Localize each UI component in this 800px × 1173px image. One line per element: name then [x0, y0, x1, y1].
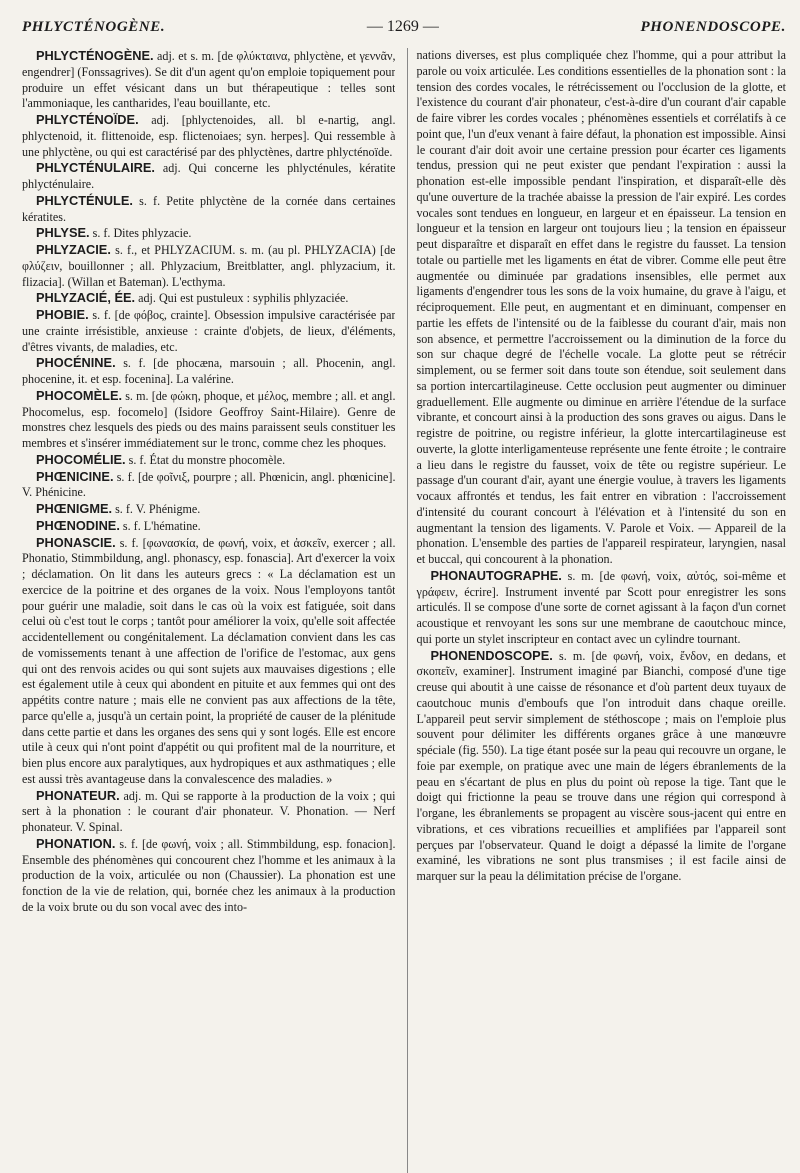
- dictionary-entry: [22, 836, 395, 916]
- entry-headword: PHLYCTÉNULE.: [36, 192, 133, 208]
- dictionary-entry: [416, 568, 786, 648]
- entry-definition: s. f., et PHLYZACIUM. s. m. (au pl. PHLYZACIA) [de φλύζειν, bouillonner ; all. Phlyzacium, Breitblatter, angl. phlyzacium, it. flizacia]. (Willan et Bateman). L'ecthyma.: [22, 243, 396, 289]
- dictionary-entry: [22, 193, 395, 226]
- entry-definition: s. f. Dites phlyzacie.: [89, 226, 192, 241]
- entry-definition: s. f. [de φοῖνιξ, pourpre ; all. Phœnicin, angl. phœnicine]. V. Phénicine.: [22, 469, 396, 500]
- left-column: [22, 48, 395, 1173]
- entry-definition: s. f. [de phocæna, marsouin ; all. Phocenin, angl. phocenine, it. et esp. focenina]. La valérine.: [22, 356, 396, 386]
- entry-headword: PHŒNICINE.: [36, 468, 114, 484]
- dictionary-entry: [416, 648, 786, 885]
- entry-definition: s. m. [de φώκη, phoque, et μέλος, membre ; all. et angl. Phocomelus, esp. focomelo] (Isidore Geoffroy Saint-Hilaire). Genre de monstres chez lesquels des pieds ou des mains paraissent seuls constituer les membres et s'insérer immédiatement sur le tronc, comme chez les phoques.: [22, 388, 396, 450]
- dictionary-entry: [22, 112, 395, 160]
- header-right-guideword: PHONENDOSCOPE.: [640, 19, 786, 35]
- text-columns: [22, 48, 786, 1173]
- entry-definition: adj. [phlyctenoides, all. bl e-nartig, angl. phlyctenoid, it. flittenoide, esp. flictenoiaes; syn. herpes]. Qui ressemble à une phlyctène, ou qui est caractérisé par des phlyctènes, dartre phlycténoïde.: [22, 113, 396, 159]
- dictionary-entry: [22, 160, 395, 193]
- dictionary-entry: [22, 452, 395, 469]
- entry-headword: PHOBIE.: [36, 307, 89, 322]
- entry-definition: s. f. V. Phénigme.: [112, 502, 201, 516]
- right-column: [407, 48, 786, 1173]
- entry-headword: PHLYCTÉNULAIRE.: [36, 160, 155, 176]
- entry-headword: PHŒNIGME.: [36, 501, 113, 516]
- entry-headword: PHLYZACIÉ, ÉE.: [36, 290, 136, 306]
- dictionary-entry: [22, 307, 395, 355]
- entry-headword: PHLYCTÉNOGÈNE.: [36, 48, 154, 63]
- entry-headword: PHONATEUR.: [36, 787, 120, 803]
- entry-definition: s. f. État du monstre phocomèle.: [125, 452, 286, 467]
- entry-definition: s. m. [de φωνή, voix, ἔνδον, en dedans, et σκοπεῖν, examiner]. Instrument imaginé par Bianchi, composé d'une tige creuse qui aboutit à une caisse de résonance et d'où partent deux tuyaux de caoutchouc munis d'emboufs que l'on introduit dans chaque oreille. L'appareil peut servir simplement de stéthoscope ; mais on l'emploie plus souvent pour délimiter les différents organes grâce à une manœuvre spéciale (fig. 550). La tige étant posée sur la peau qui recouvre un organe, le foie par exemple, on pratique avec une main de légers ébranlements de la peau en s'écartant de plus en plus du point où repose la tige. Tant que le doigt qui frictionne la peau se trouve dans une région qui correspond à l'organe, les ébranlements se propagent au viscère sous-jacent qui entre en vibrations, et ces vibrations recueillies et amplifiées par l'appareil sont perçues par l'observateur. Quand le doigt a dépassé la limite de l'organe examiné, les vibrations ne sont plus transmises ; il est facile ainsi de marquer sur la peau la délimitation précise de l'organe.: [416, 648, 786, 883]
- entry-headword: PHOCOMÈLE.: [36, 387, 123, 403]
- entry-definition: adj. Qui concerne les phlycténules, kératite phlycténulaire.: [22, 161, 396, 191]
- header-left-guideword: PHLYCTÉNOGÈNE.: [22, 19, 166, 35]
- entry-headword: PHONAUTOGRAPHE.: [430, 567, 562, 583]
- entry-definition: s. f. [de φόβος, crainte]. Obsession impulsive caractérisée par une crainte irrésistible, anxieuse : crainte d'objets, de lieux, d'éléments, d'êtres vivants, de maladies, etc.: [22, 308, 396, 354]
- dictionary-entry: [22, 242, 395, 290]
- entry-definition: adj. m. Qui se rapporte à la production de la voix ; qui sert à la phonation : le courant d'air phonateur. V. Phonation. — Nerf phonateur. V. Spinal.: [22, 788, 396, 834]
- dictionary-entry: [22, 469, 395, 502]
- entry-definition: s. f. Petite phlyctène de la cornée dans certaines kératites.: [22, 193, 396, 224]
- entry-headword: PHONATION.: [36, 835, 116, 851]
- entry-headword: PHŒNODINE.: [36, 517, 120, 533]
- entry-definition: adj. et s. m. [de φλύκταινα, phlyctène, et γεννᾶν, engendrer] (Fonssagrives). Se dit d'un agent qu'on emploie topiquement pour produire un effet vésicant dans un but thérapeutique : telles sont l'ammoniaque, les cantharides, l'eau bouillante, etc.: [22, 49, 396, 111]
- dictionary-entry: [22, 355, 395, 388]
- entry-headword: PHOCOMÉLIE.: [36, 451, 126, 467]
- entry-headword: PHONENDOSCOPE.: [430, 647, 553, 663]
- entry-definition: nations diverses, est plus compliquée chez l'homme, qui a pour attribut la parole ou voix articulée. Les conditions essentielles de la phonation sont : la tension des cordes vocales, le rétrécissement ou l'occlusion de la glotte, et l'existence du courant d'air phonateur, c'est-à-dire d'un courant d'air capable de faire vibrer les cordes vocales ; phénomènes essentiels et corrélatifs à ce point que, l'un d'eux venant à faire défaut, la phonation est impossible. Ainsi le courant d'air doit avoir une certaine pression pour écarter ces ligaments tendus, pression qui ne peut exister que pendant l'expiration : aussi la phonation est-elle impossible pendant l'inspiration, et disparaît-elle dès qu'une ouverture de la trachée abaisse la pression de l'air expiré. Les cordes vocales sont tendues en longueur, en largeur et en épaisseur. La tension en longueur et la tension en largeur ont toujours lieu ; la tension en épaisseur peut disparaître et disparaît en effet dans le registre du fausset. La tension totale ou partielle met les ligaments en état de vibrer. Comme elle peut être augmentée ou diminuée par gradations insensibles, elle permet aux ligaments d'engendrer tous les sons de la voix humaine, du grave à l'aigu, et réciproquement. Elle peut, en augmentant et en diminuant, compenser en partie les effets de l'intensité ou de la faiblesse du courant d'air, mais non son absence, et permettre l'accroissement ou la diminution de la force du son sur chaque degré de l'échelle vocale. La glotte peut se rétrécir simplement, ou se fermer soit dans toute son étendue, soit seulement dans sa portion intercartilagineuse. Cette occlusion peut augmenter ou diminuer graduellement. Elle augmente ou diminue en arrière l'étendue de la surface vibrante, et concourt ainsi à la production des sons graves ou aigus. Dans le registre de poitrine, ou registre inférieur, la glotte intercartilagineuse est ouverte, la glotte interligamenteuse représente une fente étroite ; le contraire a lieu dans le registre du fausset, voix de tête ou registre supérieur. Le passage d'un courant d'air, ayant une énergie voulue, à travers les ligaments vocaux affrontés et tendus, les fait entrer en vibration : l'accroissement d'intensité du courant concourt à l'élévation et à l'intensité du son en augmentant la tension des ligaments. V. Parole et Voix. — Appareil de la phonation. L'ensemble des parties de l'appareil respirateur, laryngien, nasal et buccal, qui concourent à la phonation.: [416, 48, 786, 566]
- entry-headword: PHLYSE.: [36, 225, 90, 241]
- page-number: — 1269 —: [366, 18, 439, 35]
- dictionary-entry: [22, 290, 395, 307]
- dictionary-entry: [22, 518, 395, 535]
- dictionary-entry: [22, 501, 395, 518]
- entry-headword: PHONASCIE.: [36, 534, 116, 550]
- entry-definition: s. f. L'hématine.: [119, 518, 201, 533]
- dictionary-entry: [22, 535, 395, 788]
- entry-headword: PHLYCTÉNOÏDE.: [36, 112, 139, 127]
- running-header: [22, 18, 786, 42]
- entry-headword: PHOCÉNINE.: [36, 355, 116, 371]
- dictionary-entry: [22, 388, 395, 452]
- entry-definition: s. f. [φωνασκία, de φωνή, voix, et ἀσκεῖν, exercer ; all. Phonatio, Stimmbildung, angl. phonascy, esp. fonascia]. Art d'exercer la voix ; déclamation. On lit dans les auteurs grecs : « La déclamation est un exercice de la poitrine et des organes de la voix. Nous l'employons tantôt pour guérir une maladie, soit dans le cas où la voix est fatiguée, soit dans celui où c'est tout le corps ; tantôt pour améliorer la voix, qu'elle soit affectée accidentellement ou congénitalement. La déclamation convient dans les cas de vomissements tenant à une affection de l'orifice de l'estomac, aux gens qui ont des renvois acides ou qui sont sujets aux mauvaises digestions ; elle est également utile à ceux qui abondent en pituite et aux femmes qui ont des appétits contre nature ; mais elle ne convient pas aux affections de la tête, parce qu'elle a, jusqu'à un certain point, la propriété de causer de la plénitude dans cette partie et dans les organes des sens qui y sont logés. Elle est encore utile à ceux qui n'ont point d'appétit ou qui profitent mal de la nourriture, et bien plus encore aux paralytiques, aux hydropiques et aux asthmatiques ; elle est aussi très avantageuse dans la convalescence des maladies. »: [22, 535, 396, 786]
- dictionary-entry: [22, 225, 395, 242]
- entry-definition: adj. Qui est pustuleux : syphilis phlyzaciée.: [135, 291, 349, 306]
- dictionary-entry: [22, 48, 395, 112]
- entry-definition: s. f. [de φωνή, voix ; all. Stimmbildung, esp. fonacion]. Ensemble des phénomènes qui concourent chez l'homme et les animaux à la production de la voix, articulée ou non (Chaussier). La phonation est une fonction de la vie de relation, qui, bornée chez les animaux à la production de la voix brute ou du son vocal avec des into-: [22, 836, 396, 914]
- entry-headword: PHLYZACIE.: [36, 242, 111, 257]
- dictionary-entry: [416, 48, 786, 568]
- entry-definition: s. m. [de φωνή, voix, αὐτός, soi-même et γράφειν, écrire]. Instrument inventé par Scott pour enregistrer les sons articulés. Il se compose d'une sorte de cornet agissant à la façon d'un cornet acoustique et renvoyant les sons sur une membrane de caoutchouc mince, qui porte un stylet inscripteur en contact avec un cylindre tournant.: [416, 568, 786, 646]
- dictionary-entry: [22, 788, 395, 836]
